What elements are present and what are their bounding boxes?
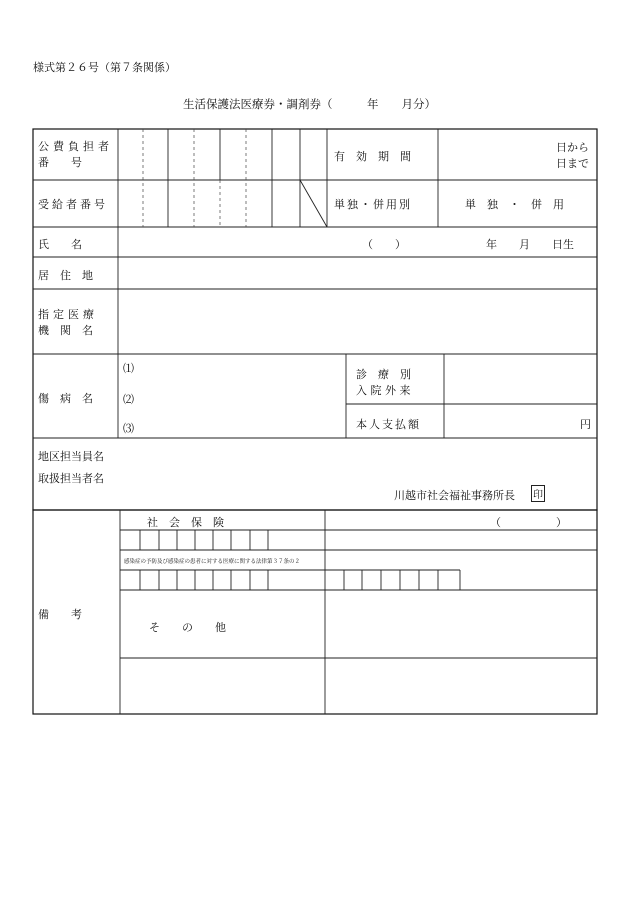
validity-from: 日から [556,141,589,154]
social-insurance-label: 社 会 保 険 [147,516,224,529]
treatment-type-label-2: 入 院 外 来 [356,384,411,397]
form-number: 様式第２６号（第７条関係） [33,61,176,74]
form-title: 生活保護法医療券・調剤券（ 年 月分） [183,97,436,111]
other-label: そ の 他 [149,621,226,634]
copay-unit: 円 [580,418,591,431]
disease-item-2: ⑵ [123,393,134,406]
disease-label: 傷 病 名 [38,392,93,405]
disease-item-1: ⑴ [123,362,134,375]
seal-stamp: 印 [531,485,545,502]
name-paren: （ ） [362,238,406,251]
payer-number-label: 公費負担者 [38,140,113,153]
district-officer-label: 地区担当員名 [38,450,104,463]
institution-label: 指定医療 [38,308,98,321]
address-label: 居 住 地 [38,269,93,282]
remarks-label: 備 考 [38,608,82,621]
validity-to: 日まで [556,157,589,170]
institution-label-2: 機 関 名 [38,324,93,337]
payer-number-label-2: 番 号 [38,156,82,169]
copay-label: 本人支払額 [356,418,421,431]
treatment-type-label: 診 療 別 [356,368,411,381]
disease-item-3: ⑶ [123,422,134,435]
issuer-name: 川越市社会福祉事務所長 [394,489,515,502]
infectious-disease-law-label: 感染症の予防及び感染症の患者に対する医療に関する法律第３７条の２ [124,559,301,565]
handling-officer-label: 取扱担当者名 [38,472,104,485]
birth-date: 年 月 日生 [486,238,574,251]
single-combined-value: 単 独 ・ 併 用 [465,198,564,211]
social-insurance-paren: （ ） [490,516,567,529]
recipient-number-label: 受給者番号 [38,198,108,211]
validity-label: 有 効 期 間 [334,150,411,163]
name-label: 氏 名 [38,238,82,251]
single-combined-label: 単独・併用別 [334,198,412,211]
